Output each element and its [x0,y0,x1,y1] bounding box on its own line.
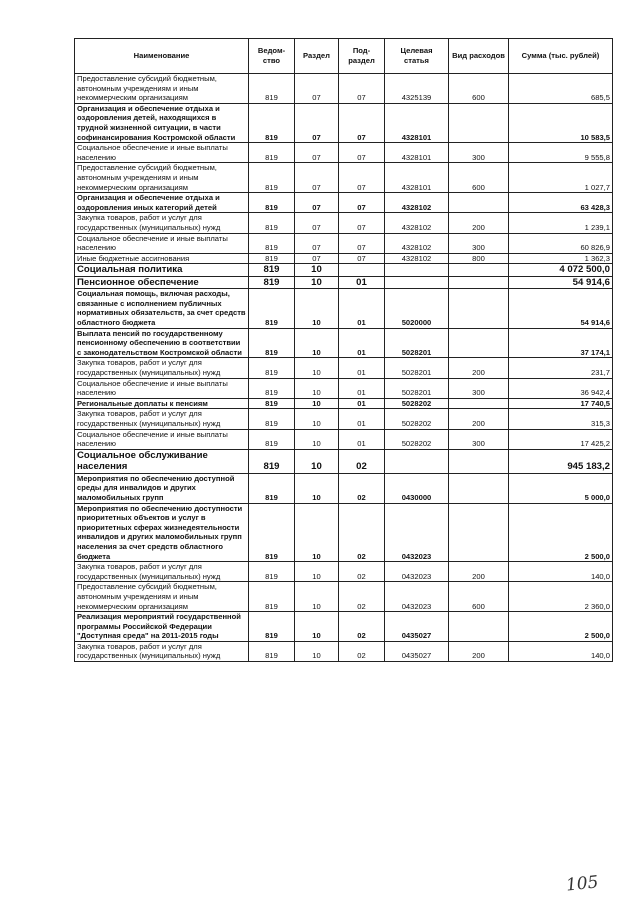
table-row [75,503,613,562]
cell-section: 07 [295,193,339,213]
cell-name: Выплата пенсий по государственному пенсионному обеспечению в соответствии с законодательством Костромской области [75,328,249,358]
cell-name: Предоставление субсидий бюджетным, автономным учреждениям и иным некоммерческим организациям [75,582,249,612]
cell-subsection: 01 [339,358,385,378]
table-row [75,449,613,473]
cell-target: 4328101 [385,163,449,193]
cell-subsection: 07 [339,213,385,233]
cell-target: 5028201 [385,328,449,358]
cell-dept: 819 [249,143,295,163]
cell-sum: 1 239,1 [509,213,613,233]
cell-name: Предоставление субсидий бюджетным, автономным учреждениям и иным некоммерческим организациям [75,163,249,193]
table-row [75,163,613,193]
cell-subsection: 02 [339,641,385,661]
table-row [75,276,613,289]
cell-name: Закупка товаров, работ и услуг для государственных (муниципальных) нужд [75,409,249,429]
table-row [75,409,613,429]
cell-section: 07 [295,163,339,193]
cell-type [449,398,509,409]
cell-sum: 945 183,2 [509,449,613,473]
header-target: Целевая статья [385,39,449,74]
cell-section: 10 [295,276,339,289]
cell-subsection [339,264,385,277]
cell-dept: 819 [249,163,295,193]
cell-name: Социальное обеспечение и иные выплаты населению [75,378,249,398]
cell-type: 600 [449,582,509,612]
cell-dept: 819 [249,253,295,264]
cell-section: 10 [295,503,339,562]
cell-subsection: 07 [339,143,385,163]
cell-target: 0430000 [385,473,449,503]
cell-target: 5028201 [385,378,449,398]
cell-dept: 819 [249,398,295,409]
cell-target: 0432023 [385,503,449,562]
table-row [75,103,613,142]
cell-subsection: 02 [339,503,385,562]
cell-name: Организация и обеспечение отдыха и оздоровления детей, находящихся в трудной жизненной ситуации, в части софинансирования Костромской области [75,103,249,142]
cell-section: 07 [295,74,339,104]
cell-section: 07 [295,253,339,264]
cell-dept: 819 [249,193,295,213]
cell-sum: 54 914,6 [509,276,613,289]
cell-type: 300 [449,233,509,253]
cell-dept: 819 [249,74,295,104]
cell-section: 07 [295,103,339,142]
cell-name: Реализация мероприятий государственной программы Российской Федерации "Доступная среда" на 2011-2015 годы [75,612,249,642]
cell-section: 10 [295,473,339,503]
cell-subsection: 01 [339,378,385,398]
header-section: Раздел [295,39,339,74]
cell-dept: 819 [249,562,295,582]
cell-type [449,503,509,562]
cell-dept: 819 [249,409,295,429]
cell-section: 07 [295,213,339,233]
cell-target: 4328102 [385,253,449,264]
cell-sum: 231,7 [509,358,613,378]
cell-name: Пенсионное обеспечение [75,276,249,289]
cell-dept: 819 [249,378,295,398]
cell-sum: 2 360,0 [509,582,613,612]
cell-type [449,328,509,358]
cell-name: Социальная политика [75,264,249,277]
table-row [75,264,613,277]
cell-subsection: 07 [339,163,385,193]
cell-sum: 140,0 [509,562,613,582]
cell-sum: 60 826,9 [509,233,613,253]
cell-type: 300 [449,429,509,449]
cell-name: Предоставление субсидий бюджетным, автономным учреждениям и иным некоммерческим организациям [75,74,249,104]
cell-subsection: 07 [339,193,385,213]
cell-dept: 819 [249,103,295,142]
cell-type: 300 [449,378,509,398]
cell-type [449,289,509,328]
cell-type [449,276,509,289]
header-type: Вид расходов [449,39,509,74]
cell-type: 800 [449,253,509,264]
cell-type [449,193,509,213]
cell-target: 4328102 [385,193,449,213]
cell-target: 4328101 [385,103,449,142]
cell-sum: 17 425,2 [509,429,613,449]
cell-section: 10 [295,398,339,409]
cell-section: 07 [295,233,339,253]
cell-dept: 819 [249,264,295,277]
cell-type: 200 [449,358,509,378]
cell-subsection: 02 [339,582,385,612]
cell-target: 0432023 [385,562,449,582]
cell-sum: 140,0 [509,641,613,661]
cell-subsection: 01 [339,429,385,449]
cell-target: 5028201 [385,358,449,378]
table-row [75,641,613,661]
cell-dept: 819 [249,429,295,449]
cell-subsection: 02 [339,562,385,582]
cell-name: Иные бюджетные ассигнования [75,253,249,264]
header-name: Наименование [75,39,249,74]
cell-sum: 17 740,5 [509,398,613,409]
cell-dept: 819 [249,233,295,253]
cell-subsection: 01 [339,398,385,409]
cell-name: Мероприятия по обеспечению доступной среды для инвалидов и других маломобильных групп [75,473,249,503]
cell-subsection: 07 [339,233,385,253]
cell-sum: 54 914,6 [509,289,613,328]
cell-target: 0432023 [385,582,449,612]
cell-sum: 315,3 [509,409,613,429]
cell-type: 200 [449,641,509,661]
cell-type [449,612,509,642]
cell-name: Мероприятия по обеспечению доступности приоритетных объектов и услуг в приоритетных сферах жизнедеятельности инвалидов и других маломобильных групп населения за счет средств областного бюджета [75,503,249,562]
cell-target: 0435027 [385,641,449,661]
cell-sum: 63 428,3 [509,193,613,213]
cell-target [385,276,449,289]
table-row [75,612,613,642]
cell-dept: 819 [249,503,295,562]
cell-name: Организация и обеспечение отдыха и оздоровления иных категорий детей [75,193,249,213]
table-row [75,562,613,582]
cell-section: 10 [295,429,339,449]
cell-type: 200 [449,213,509,233]
table-row [75,213,613,233]
table-row [75,74,613,104]
cell-subsection: 01 [339,276,385,289]
cell-type: 200 [449,409,509,429]
cell-section: 10 [295,562,339,582]
cell-sum: 37 174,1 [509,328,613,358]
cell-type: 300 [449,143,509,163]
cell-sum: 2 500,0 [509,503,613,562]
cell-type [449,264,509,277]
cell-type: 600 [449,74,509,104]
cell-name: Закупка товаров, работ и услуг для государственных (муниципальных) нужд [75,562,249,582]
cell-section: 10 [295,409,339,429]
budget-table [74,38,613,662]
table-row [75,289,613,328]
cell-target: 4328102 [385,233,449,253]
handwritten-page-number: 105 [565,872,600,896]
cell-subsection: 07 [339,253,385,264]
header-dept: Ведом-ство [249,39,295,74]
cell-subsection: 02 [339,449,385,473]
cell-target [385,449,449,473]
cell-subsection: 01 [339,409,385,429]
cell-section: 10 [295,641,339,661]
table-row [75,233,613,253]
cell-sum: 685,5 [509,74,613,104]
cell-dept: 819 [249,612,295,642]
cell-sum: 5 000,0 [509,473,613,503]
cell-dept: 819 [249,641,295,661]
cell-target [385,264,449,277]
table-row [75,398,613,409]
cell-subsection: 02 [339,473,385,503]
cell-sum: 10 583,5 [509,103,613,142]
cell-section: 10 [295,289,339,328]
cell-type [449,449,509,473]
table-row [75,143,613,163]
cell-sum: 36 942,4 [509,378,613,398]
table-row [75,253,613,264]
cell-section: 10 [295,449,339,473]
cell-dept: 819 [249,328,295,358]
cell-sum: 1 362,3 [509,253,613,264]
cell-sum: 9 555,8 [509,143,613,163]
cell-subsection: 01 [339,328,385,358]
cell-type [449,103,509,142]
table-row [75,473,613,503]
cell-type [449,473,509,503]
cell-dept: 819 [249,213,295,233]
cell-dept: 819 [249,289,295,328]
header-subsection: Под-раздел [339,39,385,74]
cell-dept: 819 [249,473,295,503]
cell-sum: 2 500,0 [509,612,613,642]
cell-name: Социальное обеспечение и иные выплаты населению [75,429,249,449]
cell-dept: 819 [249,276,295,289]
cell-name: Закупка товаров, работ и услуг для государственных (муниципальных) нужд [75,213,249,233]
cell-name: Социальное обеспечение и иные выплаты населению [75,143,249,163]
header-sum: Сумма (тыс. рублей) [509,39,613,74]
cell-section: 10 [295,612,339,642]
cell-type: 200 [449,562,509,582]
cell-subsection: 02 [339,612,385,642]
cell-section: 10 [295,582,339,612]
cell-section: 10 [295,328,339,358]
cell-dept: 819 [249,449,295,473]
cell-section: 10 [295,264,339,277]
cell-type: 600 [449,163,509,193]
cell-subsection: 07 [339,74,385,104]
cell-target: 5028202 [385,398,449,409]
cell-name: Социальное обеспечение и иные выплаты населению [75,233,249,253]
table-header-row [75,39,613,74]
table-row [75,358,613,378]
cell-subsection: 01 [339,289,385,328]
cell-target: 5028202 [385,409,449,429]
cell-target: 5020000 [385,289,449,328]
cell-target: 4328101 [385,143,449,163]
table-row [75,328,613,358]
cell-dept: 819 [249,358,295,378]
cell-name: Региональные доплаты к пенсиям [75,398,249,409]
cell-section: 10 [295,378,339,398]
cell-section: 10 [295,358,339,378]
cell-subsection: 07 [339,103,385,142]
cell-target: 4325139 [385,74,449,104]
cell-section: 07 [295,143,339,163]
cell-target: 0435027 [385,612,449,642]
table-row [75,193,613,213]
table-row [75,429,613,449]
cell-name: Закупка товаров, работ и услуг для государственных (муниципальных) нужд [75,641,249,661]
cell-target: 4328102 [385,213,449,233]
cell-name: Социальное обслуживание населения [75,449,249,473]
cell-dept: 819 [249,582,295,612]
cell-name: Социальная помощь, включая расходы, связанные с исполнением публичных нормативных обязательств, за счет средств областного бюджета [75,289,249,328]
table-row [75,582,613,612]
cell-sum: 1 027,7 [509,163,613,193]
cell-target: 5028202 [385,429,449,449]
table-row [75,378,613,398]
cell-sum: 4 072 500,0 [509,264,613,277]
cell-name: Закупка товаров, работ и услуг для государственных (муниципальных) нужд [75,358,249,378]
